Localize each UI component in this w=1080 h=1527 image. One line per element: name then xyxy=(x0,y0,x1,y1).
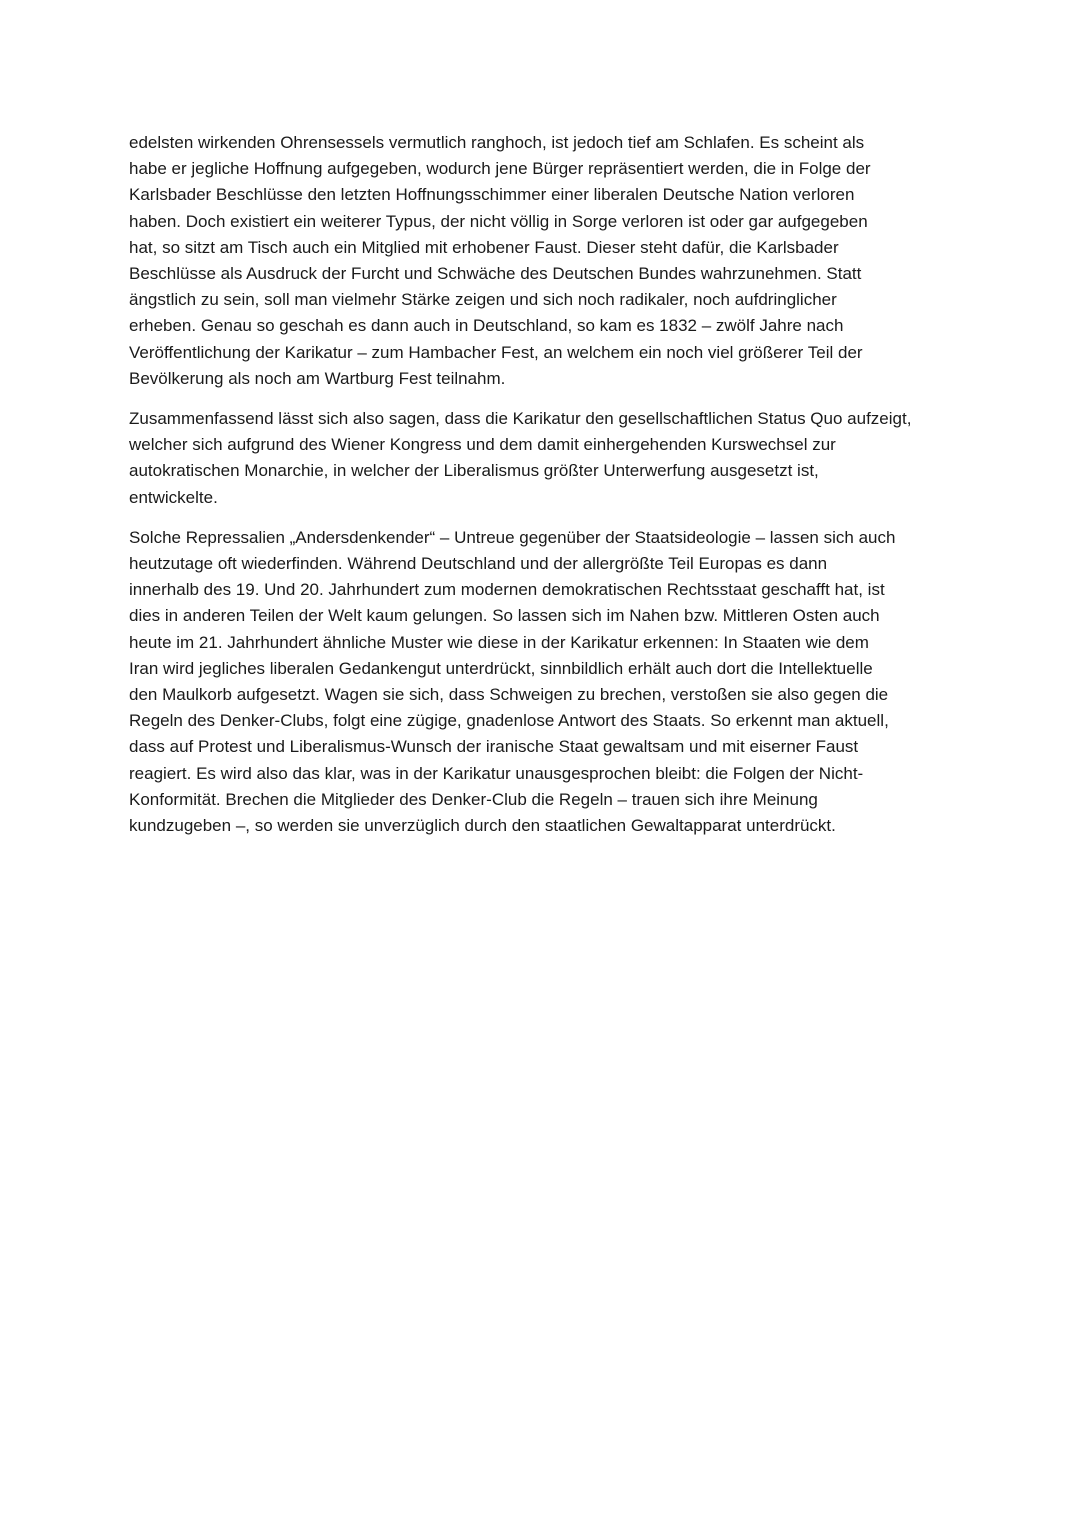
text-line: kundzugeben –, so werden sie unverzüglich durch den staatlichen Gewaltapparat unterdrückt. xyxy=(129,816,836,836)
text-line: dies in anderen Teilen der Welt kaum gelungen. So lassen sich im Nahen bzw. Mittleren Osten auch xyxy=(129,606,880,626)
text-line: entwickelte. xyxy=(129,487,218,507)
text-line: dass auf Protest und Liberalismus-Wunsch der iranische Staat gewaltsam und mit eiserner Faust xyxy=(129,737,859,757)
text-line: heutzutage oft wiederfinden. Während Deutschland und der allergrößte Teil Europas es dann xyxy=(129,554,828,574)
text-line: Zusammenfassend lässt sich also sagen, dass die Karikatur den gesellschaftlichen Status Quo aufzeigt, xyxy=(129,409,912,429)
text-line: heute im 21. Jahrhundert ähnliche Muster wie diese in der Karikatur erkennen: In Staaten wie dem xyxy=(129,632,869,652)
paragraph-1 xyxy=(129,130,959,392)
text-line: ängstlich zu sein, soll man vielmehr Stärke zeigen und sich noch radikaler, noch aufdringlicher xyxy=(129,290,837,310)
paragraph-2 xyxy=(129,406,959,511)
text-line: Veröffentlichung der Karikatur – zum Hambacher Fest, an welchem ein noch viel größerer Teil der xyxy=(129,342,863,362)
text-line: Solche Repressalien „Andersdenkender“ – Untreue gegenüber der Staatsideologie – lassen sich auch xyxy=(129,527,896,547)
text-line: hat, so sitzt am Tisch auch ein Mitglied mit erhobener Faust. Dieser steht dafür, die Karlsbader xyxy=(129,237,839,257)
text-line: reagiert. Es wird also das klar, was in der Karikatur unausgesprochen bleibt: die Folgen der Nicht- xyxy=(129,763,864,783)
paragraph-3 xyxy=(129,525,959,839)
text-line: Beschlüsse als Ausdruck der Furcht und Schwäche des Deutschen Bundes wahrzunehmen. Statt xyxy=(129,264,862,284)
text-line: Karlsbader Beschlüsse den letzten Hoffnungsschimmer einer liberalen Deutsche Nation verloren xyxy=(129,185,855,205)
text-line: erheben. Genau so geschah es dann auch in Deutschland, so kam es 1832 – zwölf Jahre nach xyxy=(129,316,844,336)
text-line: edelsten wirkenden Ohrensessels vermutlich ranghoch, ist jedoch tief am Schlafen. Es scheint als xyxy=(129,133,865,152)
text-line: den Maulkorb aufgesetzt. Wagen sie sich, dass Schweigen zu brechen, verstoßen sie also gegen die xyxy=(129,685,889,705)
text-line: welcher sich aufgrund des Wiener Kongress und dem damit einhergehenden Kurswechsel zur xyxy=(129,435,836,455)
text-line: Bevölkerung als noch am Wartburg Fest teilnahm. xyxy=(129,368,506,388)
text-line: autokratischen Monarchie, in welcher der Liberalismus größter Unterwerfung ausgesetzt ist, xyxy=(129,461,819,481)
text-line: haben. Doch existiert ein weiterer Typus, der nicht völlig in Sorge verloren ist oder gar aufgegeben xyxy=(129,211,868,231)
document-body xyxy=(129,130,959,853)
text-line: Iran wird jegliches liberalen Gedankengut unterdrückt, sinnbildlich erhält auch dort die Intellektuelle xyxy=(129,658,873,678)
text-line: innerhalb des 19. Und 20. Jahrhundert zum modernen demokratischen Rechtsstaat geschafft hat, ist xyxy=(129,580,885,600)
text-line: Regeln des Denker-Clubs, folgt eine zügige, gnadenlose Antwort des Staats. So erkennt man aktuell, xyxy=(129,711,889,731)
text-line: Konformität. Brechen die Mitglieder des Denker-Club die Regeln – trauen sich ihre Meinung xyxy=(129,789,818,809)
text-line: habe er jegliche Hoffnung aufgegeben, wodurch jene Bürger repräsentiert werden, die in Folge der xyxy=(129,159,871,179)
